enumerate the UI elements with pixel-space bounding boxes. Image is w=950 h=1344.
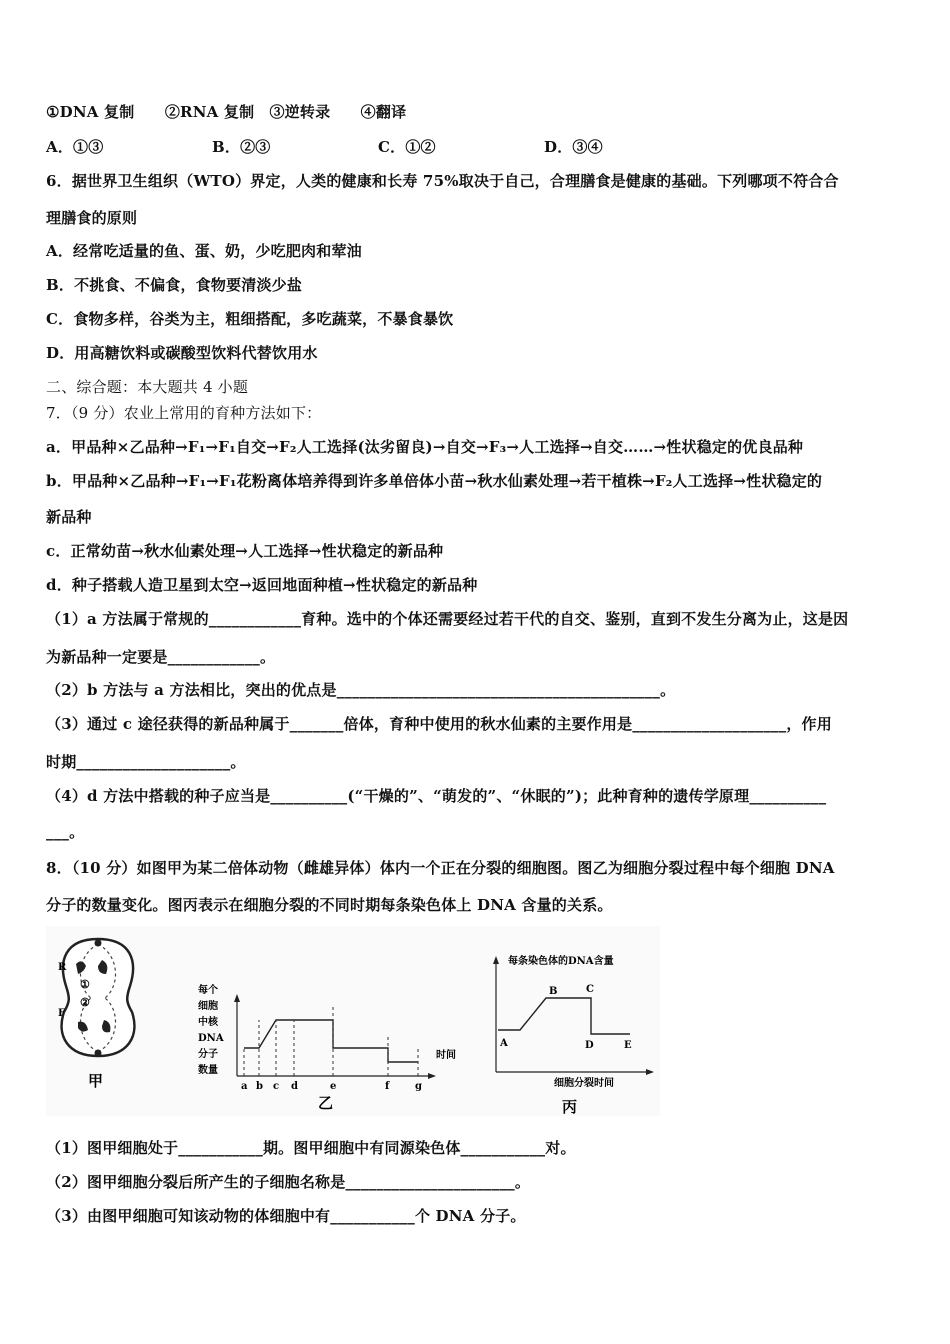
section-2-title — [46, 377, 248, 397]
chrom-label-f: F — [58, 1008, 66, 1019]
centriole-bottom — [95, 1050, 102, 1057]
q6-option-d[interactable] — [46, 343, 318, 363]
q8-figure-svg — [46, 926, 660, 1116]
q8-part2[interactable] — [46, 1172, 530, 1192]
q7-method-c — [46, 541, 443, 561]
bing-point-label: A — [500, 1038, 508, 1049]
q7-part4-text-2: ___。 — [46, 823, 85, 841]
bing-point-label: E — [624, 1040, 632, 1051]
yi-tick-label: f — [385, 1081, 390, 1092]
yi-series-line — [244, 1020, 418, 1062]
q8-part1-text: （1）图甲细胞处于___________期。图甲细胞中有同源染色体___________对。 — [46, 1139, 576, 1157]
q7-part1-line-1[interactable] — [46, 609, 848, 629]
yi-x-arrow — [428, 1073, 436, 1079]
q8-part1[interactable] — [46, 1138, 576, 1158]
chrom-label-1: ① — [80, 978, 90, 991]
caption-bing: 丙 — [562, 1098, 578, 1116]
q7-part1-line-2[interactable] — [46, 647, 275, 667]
q5-option-a[interactable]: A．①③ — [46, 138, 104, 156]
yi-tick-label: e — [330, 1081, 337, 1092]
q7-method-a — [46, 437, 803, 457]
chart-bing — [493, 954, 654, 1116]
q7-method-a-text: a．甲品种×乙品种→F₁→F₁自交→F₂人工选择(汰劣留良)→自交→F₃→人工选择→自交……→性状稳定的优良品种 — [46, 438, 804, 456]
q6-option-b-text: B．不挑食、不偏食，食物要清淡少盐 — [46, 276, 303, 294]
caption-jia: 甲 — [88, 1072, 104, 1090]
bing-point-label: D — [585, 1040, 594, 1051]
q6-option-c[interactable] — [46, 309, 453, 329]
q5-options — [46, 137, 603, 157]
q6-stem-line-1 — [46, 171, 839, 191]
yi-tick-label: a — [241, 1081, 248, 1092]
q8-stem-text-1: 8．（10 分）如图甲为某二倍体动物（雌雄异体）体内一个正在分裂的细胞图。图乙为细胞分裂过程中每个细胞 DNA — [46, 859, 835, 877]
q7-stem — [46, 403, 321, 423]
chrom-label-2: ② — [80, 996, 90, 1009]
caption-yi: 乙 — [318, 1094, 334, 1112]
q7-method-b-line-2 — [46, 507, 92, 527]
yi-tick-label: d — [291, 1081, 298, 1092]
q6-option-d-text: D．用高糖饮料或碳酸型饮料代替饮用水 — [46, 344, 318, 362]
q7-part2[interactable] — [46, 680, 675, 700]
q6-stem-text-1: 6．据世界卫生组织（WTO）界定，人类的健康和长寿 75%取决于自己，合理膳食是健康的基础。下列哪项不符合合 — [46, 172, 839, 190]
q8-part2-text: （2）图甲细胞分裂后所产生的子细胞名称是______________________。 — [46, 1173, 531, 1191]
yi-tick-label: g — [415, 1081, 422, 1092]
q6-option-b[interactable] — [46, 275, 302, 295]
yi-y-label-line: 分子 — [198, 1049, 218, 1060]
chrom-label-r: R — [58, 962, 67, 973]
q7-part4-line-1[interactable] — [46, 786, 826, 806]
q8-part3[interactable] — [46, 1206, 526, 1226]
bing-point-label: C — [586, 984, 594, 995]
centriole-top — [95, 940, 102, 947]
q7-part1-text-1: （1）a 方法属于常规的____________育种。选中的个体还需要经过若干代的自交、鉴别，直到不发生分离为止，这是因 — [46, 610, 849, 628]
section-2-title-text: 二、综合题：本大题共 4 小题 — [46, 378, 249, 396]
yi-y-label-line: 每个 — [198, 985, 218, 996]
q7-method-c-text: c．正常幼苗→秋水仙素处理→人工选择→性状稳定的新品种 — [46, 542, 444, 560]
chart-yi — [198, 983, 456, 1112]
yi-y-label-line: 数量 — [198, 1065, 218, 1076]
q8-stem-line-1 — [46, 858, 835, 878]
yi-marks — [241, 1006, 422, 1092]
bing-x-label: 细胞分裂时间 — [554, 1078, 614, 1089]
q7-part3-text-2: 时期____________________。 — [46, 753, 246, 771]
q7-method-b-text-1: b．甲品种×乙品种→F₁→F₁花粉离体培养得到许多单倍体小苗→秋水仙素处理→若干植株→F₂人工选择→性状稳定的 — [46, 472, 823, 490]
yi-tick-label: b — [256, 1081, 263, 1092]
q7-part3-text-1: （3）通过 c 途径获得的新品种属于_______倍体，育种中使用的秋水仙素的主要作用是____________________，作用 — [46, 715, 832, 733]
q7-method-b-text-2: 新品种 — [46, 508, 92, 526]
q5-option-d[interactable]: D．③④ — [544, 138, 603, 156]
q6-option-a-text: A．经常吃适量的鱼、蛋、奶，少吃肥肉和荤油 — [46, 242, 362, 260]
q7-part2-text: （2）b 方法与 a 方法相比，突出的优点是__________________________________________。 — [46, 681, 676, 699]
bing-series-line — [498, 998, 630, 1034]
q6-option-c-text: C．食物多样，谷类为主，粗细搭配，多吃蔬菜，不暴食暴饮 — [46, 310, 454, 328]
yi-y-label-line: 细胞 — [198, 1001, 218, 1012]
q6-option-a[interactable] — [46, 241, 362, 261]
q8-stem-line-2 — [46, 895, 613, 915]
yi-y-label — [198, 983, 224, 1076]
q7-method-b-line-1 — [46, 471, 822, 491]
yi-y-arrow — [234, 994, 240, 1002]
cell-diagram-jia — [58, 939, 134, 1090]
q7-part3-line-2[interactable] — [46, 752, 246, 772]
q5-items-text: ①DNA 复制 ②RNA 复制 ③逆转录 ④翻译 — [46, 103, 407, 121]
yi-y-label-line: 中核 — [198, 1017, 218, 1028]
yi-tick-label: c — [273, 1081, 280, 1092]
q6-stem-text-2: 理膳食的原则 — [46, 209, 138, 227]
q8-part3-text: （3）由图甲细胞可知该动物的体细胞中有___________个 DNA 分子。 — [46, 1207, 526, 1225]
bing-marks — [498, 984, 632, 1051]
bing-point-label: B — [549, 986, 558, 997]
yi-y-label-line: DNA — [198, 1033, 224, 1044]
bing-y-arrow — [493, 956, 499, 964]
yi-x-label: 时间 — [436, 1050, 456, 1061]
q7-part3-line-1[interactable] — [46, 714, 832, 734]
q7-part4-line-2[interactable] — [46, 822, 84, 842]
q7-method-d — [46, 575, 477, 595]
q5-option-c[interactable]: C．①② — [378, 138, 436, 156]
q8-stem-text-2: 分子的数量变化。图丙表示在细胞分裂的不同时期每条染色体上 DNA 含量的关系。 — [46, 896, 613, 914]
cell-membrane — [62, 939, 135, 1056]
q7-method-d-text: d．种子搭载人造卫星到太空→返回地面种植→性状稳定的新品种 — [46, 576, 478, 594]
q5-option-b[interactable]: B．②③ — [212, 138, 271, 156]
q8-figure — [46, 926, 660, 1116]
bing-y-label: 每条染色体的DNA含量 — [508, 956, 614, 967]
q6-stem-line-2 — [46, 208, 137, 228]
q7-part1-text-2: 为新品种一定要是____________。 — [46, 648, 276, 666]
q7-part4-text-1: （4）d 方法中搭载的种子应当是__________(“干燥的”、“萌发的”、“休眠的”)；此种育种的遗传学原理__________ — [46, 787, 827, 805]
q7-stem-text: 7．（9 分）农业上常用的育种方法如下： — [46, 404, 322, 422]
bing-x-arrow — [646, 1069, 654, 1075]
q5-items — [46, 102, 406, 122]
